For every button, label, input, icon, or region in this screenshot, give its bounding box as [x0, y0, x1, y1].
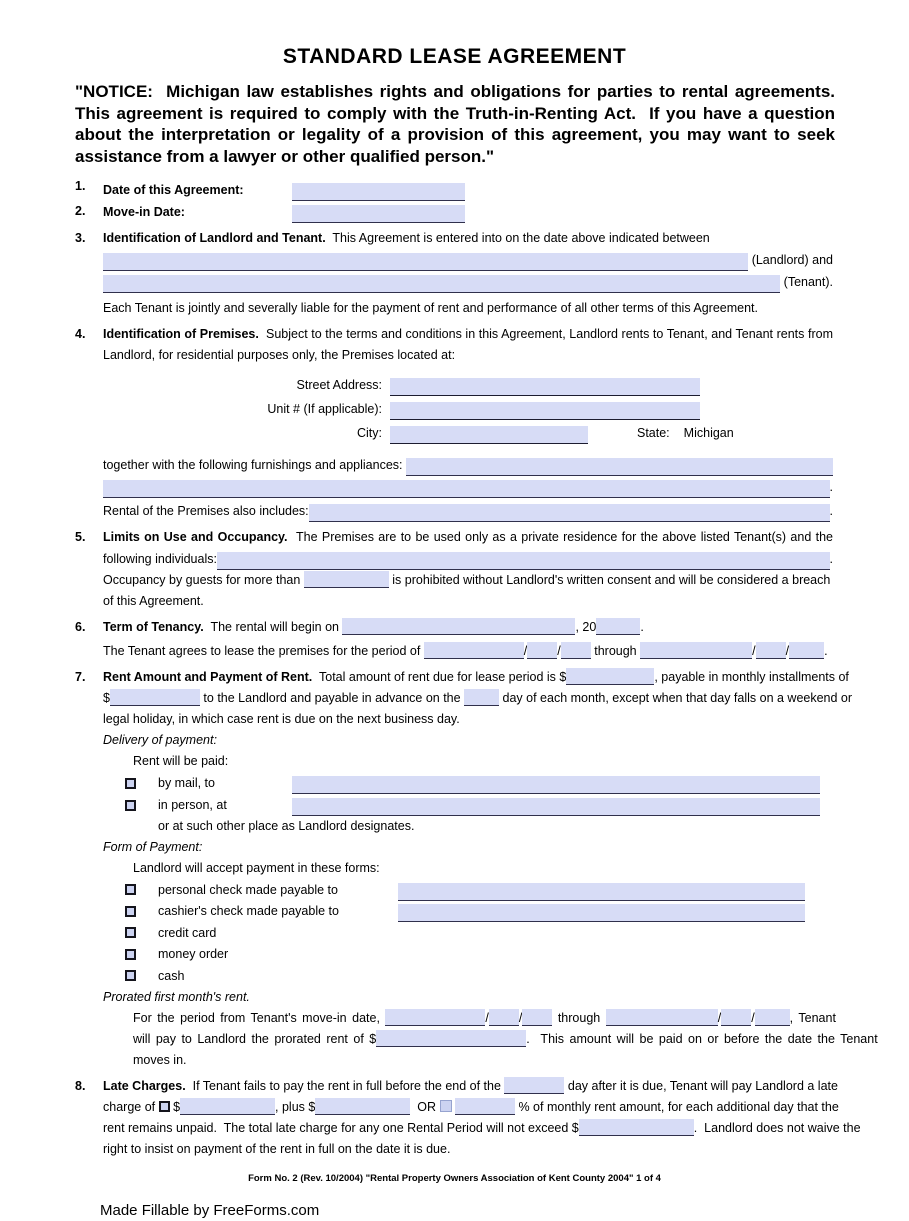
late-line2-or: OR	[410, 1099, 440, 1114]
item-1-date-of-agreement	[75, 176, 909, 201]
slash: /	[518, 1010, 523, 1025]
slash: /	[557, 644, 561, 658]
lease-end-day-field[interactable]	[756, 642, 786, 659]
lease-end-month-field[interactable]	[640, 642, 752, 659]
individuals-period: .	[829, 552, 833, 566]
other-place-text: or at such other place as Landlord designates.	[158, 819, 415, 833]
item-4-intro-line1: Subject to the terms and conditions in this Agreement, Landlord rents to Tenant, and Tenant rents from	[258, 327, 833, 341]
rent-text-line1-post: , payable in monthly installments of	[654, 670, 849, 684]
late-line4: right to insist on payment of the rent in full on the date it is due.	[103, 1141, 451, 1156]
begin-period: .	[640, 620, 644, 634]
lease-end-year-field[interactable]	[789, 642, 824, 659]
item-5-limits-use-occupancy	[75, 527, 909, 612]
item-4-heading: Identification of Premises.	[103, 327, 259, 341]
prorated-end-year-field[interactable]	[755, 1009, 790, 1026]
item-number: 7.	[75, 670, 86, 684]
prorated-line2-pre: will pay to Landlord the prorated rent of $	[133, 1031, 377, 1046]
late-line1-post: day after it is due, Tenant will pay Landlord a late	[564, 1078, 838, 1093]
rent-due-day-field[interactable]	[464, 689, 499, 706]
agreement-date-field[interactable]	[292, 183, 465, 201]
personal-check-label: personal check made payable to	[158, 882, 338, 897]
street-address-label: Street Address:	[296, 378, 382, 392]
tenant-liability-text: Each Tenant is jointly and severally liable for the payment of rent and performance of all other terms of this Agreement.	[103, 301, 758, 315]
begin-text-pre: The rental will begin on	[203, 620, 343, 634]
prorated-through-text: through	[552, 1010, 606, 1025]
guest-occupancy-limit-field[interactable]	[304, 571, 389, 588]
rental-includes-label: Rental of the Premises also includes:	[103, 504, 309, 518]
prorated-line3: moves in.	[133, 1052, 187, 1067]
prorated-rent-field[interactable]	[376, 1030, 526, 1047]
move-in-date-label: Move-in Date:	[103, 205, 185, 219]
individuals-label: following individuals:	[103, 552, 217, 566]
landlord-name-field[interactable]	[103, 253, 748, 271]
slash: /	[785, 644, 790, 658]
lease-start-year-field[interactable]	[561, 642, 591, 659]
accept-payment-label: Landlord will accept payment in these forms:	[133, 861, 380, 875]
personal-check-payee-field[interactable]	[398, 883, 805, 901]
item-number: 1.	[75, 179, 86, 193]
item-3-identification-landlord-tenant	[75, 228, 909, 319]
percent-late-charge-checkbox[interactable]	[440, 1100, 452, 1112]
move-in-date-field[interactable]	[292, 205, 465, 223]
credit-card-label: credit card	[158, 925, 217, 940]
cash-checkbox[interactable]	[125, 970, 136, 981]
tenant-name-field[interactable]	[103, 275, 780, 293]
furnishings-label: together with the following furnishings and appliances:	[103, 458, 406, 472]
credit-card-checkbox[interactable]	[125, 927, 136, 938]
item-6-term-of-tenancy	[75, 617, 909, 662]
monthly-installment-field[interactable]	[110, 689, 200, 706]
prorated-start-day-field[interactable]	[489, 1009, 519, 1026]
city-field[interactable]	[390, 426, 588, 444]
late-percent-field[interactable]	[455, 1098, 515, 1115]
item-number: 3.	[75, 231, 86, 245]
furnishings-field-line1[interactable]	[406, 458, 833, 476]
personal-check-checkbox[interactable]	[125, 884, 136, 895]
item-8-late-charges	[75, 1076, 909, 1160]
in-person-address-field[interactable]	[292, 798, 820, 816]
rental-begin-year-field[interactable]	[596, 618, 640, 635]
tenant-suffix: (Tenant).	[780, 275, 833, 289]
mail-address-field[interactable]	[292, 776, 820, 794]
furnishings-period: .	[829, 480, 833, 494]
item-5-heading: Limits on Use and Occupancy.	[103, 530, 288, 544]
item-3-intro: This Agreement is entered into on the date above indicated between	[325, 231, 710, 245]
late-line2-pre: charge of	[103, 1099, 159, 1114]
money-order-label: money order	[158, 947, 229, 961]
late-line1-pre: If Tenant fails to pay the rent in full before the end of the	[185, 1078, 505, 1093]
landlord-suffix: (Landlord) and	[748, 253, 833, 267]
cashiers-check-checkbox[interactable]	[125, 906, 136, 917]
state-label: State:	[637, 426, 670, 440]
late-charge-amount-field[interactable]	[180, 1098, 275, 1115]
unit-number-field[interactable]	[390, 402, 700, 420]
mail-option-label: by mail, to	[158, 776, 215, 790]
item-7-rent-amount-payment	[75, 667, 909, 1071]
prorated-line1-pre: For the period from Tenant's move-in date,	[133, 1010, 386, 1025]
prorated-line1-post: , Tenant	[789, 1010, 836, 1025]
furnishings-field-line2[interactable]	[103, 480, 830, 498]
page-title: STANDARD LEASE AGREEMENT	[282, 45, 627, 68]
slash: /	[752, 644, 756, 658]
total-rent-field[interactable]	[566, 668, 654, 685]
additional-occupants-field[interactable]	[217, 552, 830, 570]
rental-includes-field[interactable]	[309, 504, 830, 522]
state-value: Michigan	[683, 426, 734, 440]
flat-late-charge-checkbox[interactable]	[159, 1101, 170, 1112]
begin-text-mid: , 20	[575, 620, 597, 634]
occupancy-text-post: is prohibited without Landlord's written consent and will be considered a breach	[388, 573, 831, 587]
prorated-line2-post: . This amount will be paid on or before the date the Tenant	[526, 1031, 878, 1046]
footer-made-fillable: Made Fillable by FreeForms.com	[100, 1201, 320, 1219]
item-8-heading: Late Charges.	[103, 1078, 186, 1093]
item-4-intro-line2: Landlord, for residential purposes only, the Premises located at:	[103, 348, 456, 362]
rent-text-line3: legal holiday, in which case rent is due on the next business day.	[103, 712, 460, 726]
late-line3-post: . Landlord does not waive the	[693, 1120, 861, 1135]
agreement-date-label: Date of this Agreement:	[103, 183, 244, 197]
lease-start-day-field[interactable]	[527, 642, 557, 659]
rental-begin-date-field[interactable]	[342, 618, 575, 635]
prorated-rent-heading: Prorated first month's rent.	[103, 989, 250, 1004]
cash-label: cash	[158, 968, 185, 983]
city-label: City:	[357, 426, 382, 440]
item-number: 2.	[75, 204, 86, 218]
slash: /	[717, 1010, 722, 1025]
mail-checkbox[interactable]	[125, 778, 136, 789]
money-order-checkbox[interactable]	[125, 949, 136, 960]
rent-text-line2-mid: to the Landlord and payable in advance on the	[199, 691, 465, 705]
in-person-option-label: in person, at	[158, 798, 227, 812]
occupancy-text-pre: Occupancy by guests for more than	[103, 573, 304, 587]
rent-text-line2-pre: $	[103, 691, 110, 705]
period-period: .	[824, 644, 828, 658]
item-number: 8.	[75, 1078, 86, 1093]
slash: /	[523, 644, 528, 658]
late-line2-dollar: $	[169, 1099, 181, 1114]
rent-text-line2-post: day of each month, except when that day falls on a weekend or	[499, 691, 853, 705]
cashiers-check-label: cashier's check made payable to	[158, 904, 339, 918]
through-text: through	[590, 644, 641, 658]
item-5-line1: The Premises are to be used only as a private residence for the above listed Tenant(s) and the	[287, 530, 833, 544]
occupancy-text-line2: of this Agreement.	[103, 594, 204, 608]
late-line2-post: % of monthly rent amount, for each additional day that the	[515, 1099, 839, 1114]
item-7-heading: Rent Amount and Payment of Rent.	[103, 670, 313, 684]
prorated-end-day-field[interactable]	[721, 1009, 751, 1026]
late-after-day-field[interactable]	[504, 1077, 564, 1094]
item-6-heading: Term of Tenancy.	[103, 620, 204, 634]
slash: /	[485, 1010, 489, 1025]
rent-text-line1-pre: Total amount of rent due for lease period is $	[312, 670, 567, 684]
in-person-checkbox[interactable]	[125, 800, 136, 811]
item-4-identification-premises	[75, 324, 909, 522]
item-3-heading: Identification of Landlord and Tenant.	[103, 231, 326, 245]
late-line3-pre: rent remains unpaid. The total late charge for any one Rental Period will not exceed $	[103, 1120, 579, 1135]
delivery-of-payment-heading: Delivery of payment:	[103, 733, 217, 747]
item-number: 4.	[75, 327, 86, 341]
rental-includes-period: .	[829, 504, 833, 518]
unit-number-label: Unit # (If applicable):	[267, 402, 382, 416]
late-charge-maximum-field[interactable]	[579, 1119, 694, 1136]
lease-start-month-field[interactable]	[424, 642, 524, 659]
late-charge-daily-field[interactable]	[315, 1098, 410, 1115]
item-number: 6.	[75, 620, 86, 634]
period-text-pre: The Tenant agrees to lease the premises for the period of	[103, 644, 424, 658]
notice-paragraph: "NOTICE: Michigan law establishes rights and obligations for parties to rental agreements. This agreement is required to comply with the Truth-in-Renting Act. If you have a question about the interpretation or legality of a provision of this agreement, you may want to seek assistance from a lawyer or other qualified person."	[75, 82, 845, 166]
slash: /	[751, 1010, 755, 1025]
street-address-field[interactable]	[390, 378, 700, 396]
item-number: 5.	[75, 530, 86, 544]
rent-will-be-paid-label: Rent will be paid:	[133, 754, 229, 768]
item-2-move-in-date	[75, 201, 909, 223]
footer-form-number: Form No. 2 (Rev. 10/2004) "Rental Property Owners Association of Kent County 2004" 1 of 4	[248, 1172, 661, 1184]
prorated-start-year-field[interactable]	[522, 1009, 552, 1026]
prorated-end-month-field[interactable]	[606, 1009, 718, 1026]
cashiers-check-payee-field[interactable]	[398, 904, 805, 922]
prorated-start-month-field[interactable]	[385, 1009, 485, 1026]
late-line2-plus: , plus $	[275, 1099, 316, 1114]
form-of-payment-heading: Form of Payment:	[103, 840, 203, 854]
